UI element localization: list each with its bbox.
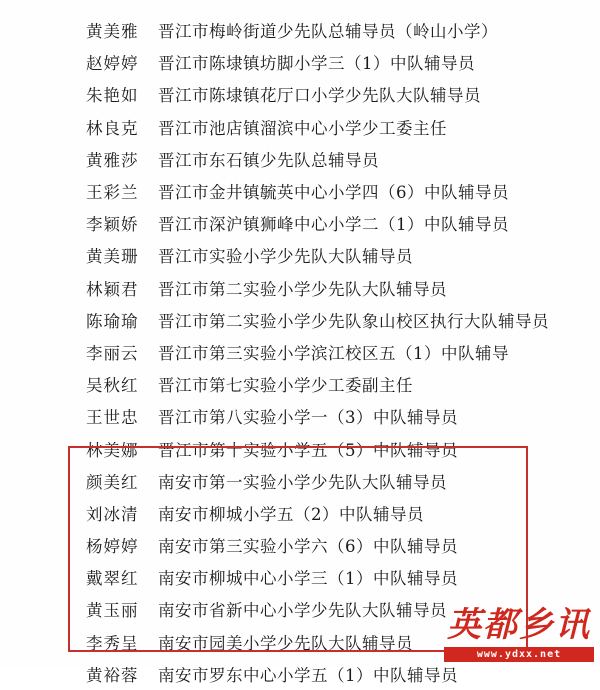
person-role: 晋江市实验小学少先队大队辅导员 (158, 247, 413, 267)
list-item (0, 658, 600, 690)
person-role: 晋江市陈埭镇坊脚小学三（1）中队辅导员 (158, 54, 475, 74)
person-name: 林良克 (86, 118, 139, 138)
person-name: 朱艳如 (86, 86, 139, 106)
person-name: 黄玉丽 (86, 601, 139, 621)
person-name: 李秀呈 (86, 633, 139, 653)
person-name: 赵婷婷 (86, 54, 139, 74)
person-role: 晋江市深沪镇狮峰中心小学二（1）中队辅导员 (158, 215, 509, 235)
person-name: 杨婷婷 (86, 537, 139, 557)
person-name: 颜美红 (86, 472, 139, 492)
list-item (0, 14, 600, 46)
person-role: 晋江市金井镇毓英中心小学四（6）中队辅导员 (158, 183, 509, 203)
list-item (0, 111, 600, 143)
person-role: 南安市柳城中心小学三（1）中队辅导员 (158, 569, 458, 589)
person-name: 刘冰清 (86, 504, 139, 524)
person-role: 南安市第三实验小学六（6）中队辅导员 (158, 537, 458, 557)
person-name: 吴秋红 (86, 376, 139, 396)
person-name: 王彩兰 (86, 183, 139, 203)
person-role: 晋江市第二实验小学少先队大队辅导员 (158, 279, 447, 299)
list-item (0, 272, 600, 304)
list-item (0, 46, 600, 78)
list-item (0, 368, 600, 400)
person-role: 南安市第一实验小学少先队大队辅导员 (158, 472, 447, 492)
person-role: 晋江市第十实验小学五（5）中队辅导员 (158, 440, 458, 460)
list-item (0, 465, 600, 497)
person-role: 南安市罗东中心小学五（1）中队辅导员 (158, 665, 458, 685)
person-name: 黄美雅 (86, 22, 139, 42)
person-name: 李颖娇 (86, 215, 139, 235)
list-item (0, 336, 600, 368)
person-name: 黄美珊 (86, 247, 139, 267)
person-name: 王世忠 (86, 408, 139, 428)
list-item (0, 561, 600, 593)
person-name: 黄雅莎 (86, 150, 139, 170)
person-role: 晋江市陈埭镇花厅口小学少先队大队辅导员 (158, 86, 481, 106)
person-name: 李丽云 (86, 343, 139, 363)
list-item (0, 207, 600, 239)
person-name: 林颖君 (86, 279, 139, 299)
person-name: 林美娜 (86, 440, 139, 460)
person-role: 晋江市第七实验小学少工委副主任 (158, 376, 413, 396)
person-role: 晋江市第八实验小学一（3）中队辅导员 (158, 408, 458, 428)
list-item (0, 78, 600, 110)
person-role: 晋江市第三实验小学滨江校区五（1）中队辅导 (158, 343, 509, 363)
list-item (0, 175, 600, 207)
list-item (0, 432, 600, 464)
list-item (0, 400, 600, 432)
person-role: 南安市园美小学少先队大队辅导员 (158, 633, 413, 653)
person-role: 南安市省新中心小学少先队大队辅导员 (158, 601, 447, 621)
person-name: 陈瑜瑜 (86, 311, 139, 331)
list-item (0, 239, 600, 271)
name-list (0, 14, 600, 690)
watermark-url: www.ydxx.net (444, 647, 594, 662)
list-item (0, 497, 600, 529)
list-item (0, 143, 600, 175)
person-name: 戴翠红 (86, 569, 139, 589)
person-role: 南安市柳城小学五（2）中队辅导员 (158, 504, 424, 524)
person-role: 晋江市第二实验小学少先队象山校区执行大队辅导员 (158, 311, 549, 331)
person-role: 晋江市池店镇溜滨中心小学少工委主任 (158, 118, 447, 138)
watermark-logo: 英都乡讯 (447, 605, 591, 645)
list-item (0, 529, 600, 561)
person-name: 黄裕蓉 (86, 665, 139, 685)
watermark (444, 605, 594, 662)
list-item (0, 304, 600, 336)
person-role: 晋江市东石镇少先队总辅导员 (158, 150, 379, 170)
person-role: 晋江市梅岭街道少先队总辅导员（岭山小学） (158, 22, 498, 42)
